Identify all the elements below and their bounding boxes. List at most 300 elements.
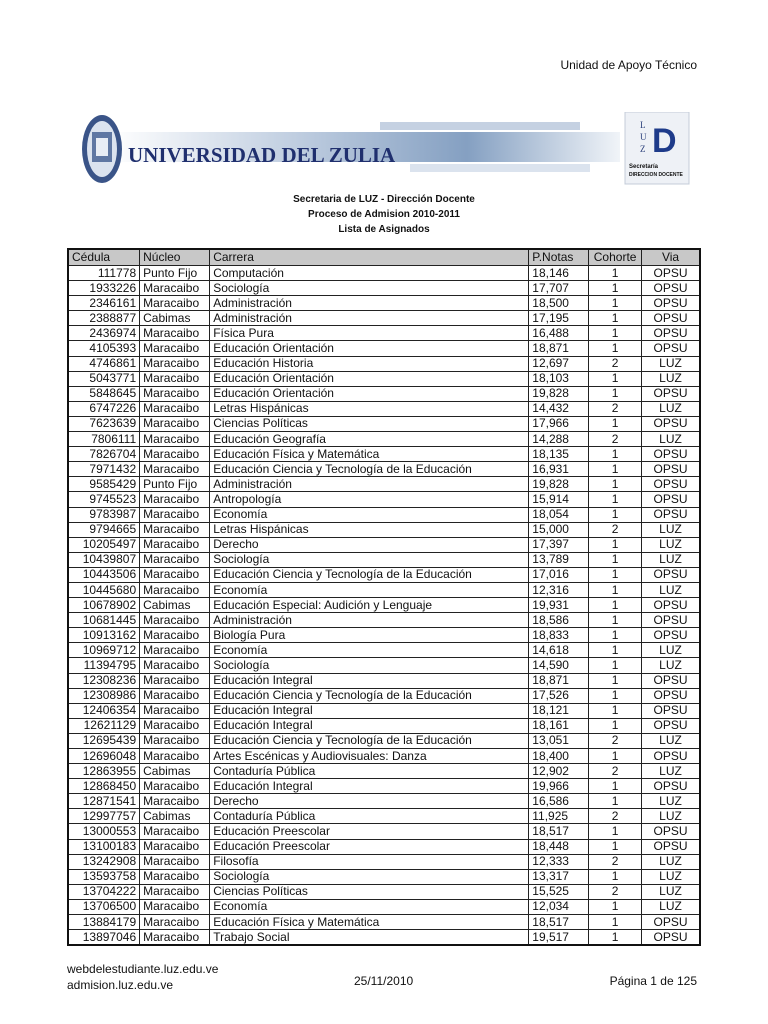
table-row <box>68 598 700 613</box>
cell-carrera: Educación Ciencia y Tecnología de la Educación <box>210 462 529 477</box>
svg-text:Secretaría: Secretaría <box>629 164 659 170</box>
cell-carrera: Sociología <box>210 658 529 673</box>
cell-pnotas: 19,828 <box>529 386 589 401</box>
cell-cohorte: 1 <box>589 899 642 914</box>
table-row <box>68 582 700 597</box>
direccion-docente-logo <box>625 112 689 184</box>
cell-carrera: Educación Integral <box>210 779 529 794</box>
cell-carrera: Sociología <box>210 552 529 567</box>
cell-nucleo: Maracaibo <box>140 462 210 477</box>
cell-pnotas: 18,103 <box>529 371 589 386</box>
cell-carrera: Antropología <box>210 492 529 507</box>
cell-nucleo: Maracaibo <box>140 281 210 296</box>
cell-carrera: Artes Escénicas y Audiovisuales: Danza <box>210 749 529 764</box>
table-row <box>68 386 700 401</box>
cell-cohorte: 1 <box>589 386 642 401</box>
cell-carrera: Educación Integral <box>210 673 529 688</box>
cell-nucleo: Cabimas <box>140 311 210 326</box>
cell-carrera: Contaduría Pública <box>210 764 529 779</box>
cell-carrera: Educación Orientación <box>210 341 529 356</box>
cell-cedula: 5043771 <box>68 371 140 386</box>
cell-via: LUZ <box>642 794 700 809</box>
cell-via: OPSU <box>642 341 700 356</box>
cell-nucleo: Maracaibo <box>140 628 210 643</box>
svg-text:DIRECCION DOCENTE: DIRECCION DOCENTE <box>629 172 683 178</box>
cell-pnotas: 15,000 <box>529 522 589 537</box>
cell-cedula: 10445680 <box>68 582 140 597</box>
cell-carrera: Educación Especial: Audición y Lenguaje <box>210 598 529 613</box>
cell-via: OPSU <box>642 326 700 341</box>
footer-site-1: webdelestudiante.luz.edu.ve <box>67 962 219 976</box>
cell-carrera: Educación Física y Matemática <box>210 915 529 930</box>
cell-cedula: 6747226 <box>68 401 140 416</box>
cell-pnotas: 14,432 <box>529 401 589 416</box>
table-row <box>68 613 700 628</box>
cell-carrera: Administración <box>210 311 529 326</box>
cell-carrera: Economía <box>210 582 529 597</box>
cell-carrera: Física Pura <box>210 326 529 341</box>
cell-cohorte: 1 <box>589 567 642 582</box>
cell-nucleo: Cabimas <box>140 764 210 779</box>
cell-via: LUZ <box>642 552 700 567</box>
cell-via: OPSU <box>642 598 700 613</box>
cell-cohorte: 2 <box>589 733 642 748</box>
cell-carrera: Educación Integral <box>210 718 529 733</box>
cell-via: LUZ <box>642 371 700 386</box>
cell-cedula: 12308236 <box>68 673 140 688</box>
cell-carrera: Educación Preescolar <box>210 839 529 854</box>
cell-cedula: 7971432 <box>68 462 140 477</box>
cell-cedula: 13706500 <box>68 899 140 914</box>
cell-pnotas: 18,500 <box>529 296 589 311</box>
cell-carrera: Filosofía <box>210 854 529 869</box>
cell-via: OPSU <box>642 718 700 733</box>
cell-nucleo: Maracaibo <box>140 779 210 794</box>
cell-nucleo: Maracaibo <box>140 854 210 869</box>
cell-via: OPSU <box>642 281 700 296</box>
cell-nucleo: Maracaibo <box>140 839 210 854</box>
cell-nucleo: Maracaibo <box>140 733 210 748</box>
table-row <box>68 296 700 311</box>
col-carrera: Carrera <box>210 249 529 266</box>
cell-pnotas: 15,525 <box>529 884 589 899</box>
cell-cohorte: 1 <box>589 839 642 854</box>
cell-cedula: 4746861 <box>68 356 140 371</box>
col-cedula: Cédula <box>68 249 140 266</box>
cell-cedula: 7623639 <box>68 416 140 431</box>
cell-cedula: 9794665 <box>68 522 140 537</box>
cell-cohorte: 1 <box>589 869 642 884</box>
asignados-table <box>67 248 701 946</box>
cell-cohorte: 1 <box>589 673 642 688</box>
cell-carrera: Economía <box>210 507 529 522</box>
cell-carrera: Educación Ciencia y Tecnología de la Educación <box>210 688 529 703</box>
cell-pnotas: 19,966 <box>529 779 589 794</box>
cell-cohorte: 1 <box>589 613 642 628</box>
table-row <box>68 824 700 839</box>
cell-carrera: Administración <box>210 477 529 492</box>
cell-nucleo: Maracaibo <box>140 899 210 914</box>
cell-cohorte: 1 <box>589 718 642 733</box>
cell-via: OPSU <box>642 824 700 839</box>
cell-via: OPSU <box>642 386 700 401</box>
cell-via: OPSU <box>642 296 700 311</box>
cell-via: OPSU <box>642 507 700 522</box>
table-row <box>68 401 700 416</box>
cell-nucleo: Maracaibo <box>140 658 210 673</box>
table-row <box>68 567 700 582</box>
cell-cedula: 12863955 <box>68 764 140 779</box>
cell-pnotas: 18,161 <box>529 718 589 733</box>
cell-via: OPSU <box>642 416 700 431</box>
cell-cohorte: 2 <box>589 884 642 899</box>
table-row <box>68 673 700 688</box>
cell-carrera: Computación <box>210 266 529 281</box>
cell-cedula: 9585429 <box>68 477 140 492</box>
cell-carrera: Administración <box>210 613 529 628</box>
table-row <box>68 869 700 884</box>
cell-nucleo: Maracaibo <box>140 749 210 764</box>
cell-pnotas: 12,697 <box>529 356 589 371</box>
col-via: Via <box>642 249 700 266</box>
cell-via: OPSU <box>642 673 700 688</box>
cell-carrera: Contaduría Pública <box>210 809 529 824</box>
cell-cedula: 10443506 <box>68 567 140 582</box>
cell-nucleo: Maracaibo <box>140 673 210 688</box>
cell-cohorte: 1 <box>589 492 642 507</box>
cell-cedula: 11394795 <box>68 658 140 673</box>
table-row <box>68 432 700 447</box>
cell-via: OPSU <box>642 266 700 281</box>
cell-via: OPSU <box>642 839 700 854</box>
table-row <box>68 930 700 946</box>
cell-carrera: Sociología <box>210 281 529 296</box>
cell-pnotas: 18,121 <box>529 703 589 718</box>
cell-nucleo: Maracaibo <box>140 416 210 431</box>
cell-cedula: 12868450 <box>68 779 140 794</box>
cell-nucleo: Maracaibo <box>140 643 210 658</box>
cell-cedula: 1933226 <box>68 281 140 296</box>
footer-page-number: Página 1 de 125 <box>609 974 697 988</box>
cell-cedula: 10205497 <box>68 537 140 552</box>
cell-via: LUZ <box>642 809 700 824</box>
table-row <box>68 537 700 552</box>
cell-nucleo: Maracaibo <box>140 824 210 839</box>
cell-cohorte: 2 <box>589 432 642 447</box>
cell-via: LUZ <box>642 733 700 748</box>
cell-nucleo: Maracaibo <box>140 371 210 386</box>
cell-cedula: 13593758 <box>68 869 140 884</box>
cell-carrera: Letras Hispánicas <box>210 522 529 537</box>
university-name: UNIVERSIDAD DEL ZULIA <box>128 143 396 167</box>
cell-cedula: 2346161 <box>68 296 140 311</box>
cell-cohorte: 2 <box>589 854 642 869</box>
cell-carrera: Letras Hispánicas <box>210 401 529 416</box>
cell-nucleo: Cabimas <box>140 598 210 613</box>
cell-pnotas: 18,135 <box>529 447 589 462</box>
cell-carrera: Educación Ciencia y Tecnología de la Educación <box>210 567 529 582</box>
cell-cedula: 111778 <box>68 266 140 281</box>
cell-pnotas: 16,931 <box>529 462 589 477</box>
cell-nucleo: Maracaibo <box>140 537 210 552</box>
cell-pnotas: 17,195 <box>529 311 589 326</box>
cell-cedula: 13242908 <box>68 854 140 869</box>
svg-text:L: L <box>640 120 646 130</box>
cell-cohorte: 2 <box>589 764 642 779</box>
cell-via: OPSU <box>642 613 700 628</box>
cell-pnotas: 11,925 <box>529 809 589 824</box>
cell-cedula: 13897046 <box>68 930 140 946</box>
cell-cohorte: 2 <box>589 809 642 824</box>
cell-pnotas: 14,590 <box>529 658 589 673</box>
table-row <box>68 311 700 326</box>
title-line-2: Proceso de Admision 2010-2011 <box>308 209 460 220</box>
cell-cedula: 12406354 <box>68 703 140 718</box>
cell-nucleo: Maracaibo <box>140 884 210 899</box>
table-row <box>68 658 700 673</box>
cell-pnotas: 18,054 <box>529 507 589 522</box>
cell-cedula: 9783987 <box>68 507 140 522</box>
table-row <box>68 899 700 914</box>
table-row <box>68 492 700 507</box>
cell-cedula: 2436974 <box>68 326 140 341</box>
cell-cohorte: 1 <box>589 688 642 703</box>
cell-cohorte: 1 <box>589 794 642 809</box>
cell-pnotas: 18,448 <box>529 839 589 854</box>
cell-carrera: Educación Orientación <box>210 386 529 401</box>
cell-nucleo: Maracaibo <box>140 386 210 401</box>
table-row <box>68 688 700 703</box>
table-row <box>68 462 700 477</box>
cell-cohorte: 1 <box>589 462 642 477</box>
cell-cohorte: 1 <box>589 296 642 311</box>
cell-via: LUZ <box>642 764 700 779</box>
cell-via: OPSU <box>642 779 700 794</box>
table-row <box>68 733 700 748</box>
cell-cedula: 10913162 <box>68 628 140 643</box>
cell-carrera: Educación Preescolar <box>210 824 529 839</box>
cell-via: LUZ <box>642 432 700 447</box>
cell-cedula: 4105393 <box>68 341 140 356</box>
cell-via: LUZ <box>642 582 700 597</box>
table-row <box>68 809 700 824</box>
cell-nucleo: Maracaibo <box>140 296 210 311</box>
cell-pnotas: 18,871 <box>529 673 589 688</box>
title-line-1: Secretaria de LUZ - Dirección Docente <box>293 194 475 205</box>
cell-via: OPSU <box>642 447 700 462</box>
cell-pnotas: 12,902 <box>529 764 589 779</box>
cell-carrera: Economía <box>210 643 529 658</box>
cell-via: OPSU <box>642 492 700 507</box>
cell-cohorte: 1 <box>589 598 642 613</box>
cell-cedula: 13704222 <box>68 884 140 899</box>
footer-site-2: admision.luz.edu.ve <box>67 978 174 992</box>
cell-pnotas: 12,034 <box>529 899 589 914</box>
cell-carrera: Educación Geografía <box>210 432 529 447</box>
cell-cohorte: 1 <box>589 915 642 930</box>
cell-via: LUZ <box>642 522 700 537</box>
cell-cedula: 12696048 <box>68 749 140 764</box>
cell-cohorte: 1 <box>589 447 642 462</box>
svg-text:Z: Z <box>640 144 646 154</box>
header-unit-name: Unidad de Apoyo Técnico <box>560 58 697 72</box>
cell-cedula: 5848645 <box>68 386 140 401</box>
cell-carrera: Ciencias Políticas <box>210 884 529 899</box>
cell-pnotas: 12,333 <box>529 854 589 869</box>
table-row <box>68 266 700 281</box>
table-header-row <box>68 249 700 266</box>
cell-pnotas: 19,931 <box>529 598 589 613</box>
cell-carrera: Educación Física y Matemática <box>210 447 529 462</box>
cell-cedula: 10678902 <box>68 598 140 613</box>
cell-cedula: 10969712 <box>68 643 140 658</box>
cell-cohorte: 1 <box>589 643 642 658</box>
cell-nucleo: Maracaibo <box>140 522 210 537</box>
cell-carrera: Administración <box>210 296 529 311</box>
cell-cedula: 7806111 <box>68 432 140 447</box>
svg-text:D: D <box>652 122 677 160</box>
cell-pnotas: 17,966 <box>529 416 589 431</box>
cell-carrera: Educación Ciencia y Tecnología de la Educación <box>210 733 529 748</box>
table-row <box>68 915 700 930</box>
cell-cohorte: 1 <box>589 582 642 597</box>
cell-nucleo: Maracaibo <box>140 613 210 628</box>
table-row <box>68 794 700 809</box>
cell-cohorte: 1 <box>589 628 642 643</box>
cell-pnotas: 13,051 <box>529 733 589 748</box>
cell-nucleo: Punto Fijo <box>140 266 210 281</box>
cell-cohorte: 1 <box>589 824 642 839</box>
cell-pnotas: 19,828 <box>529 477 589 492</box>
table-row <box>68 281 700 296</box>
table-row <box>68 839 700 854</box>
cell-carrera: Sociología <box>210 869 529 884</box>
cell-pnotas: 18,586 <box>529 613 589 628</box>
cell-cohorte: 1 <box>589 779 642 794</box>
cell-pnotas: 17,707 <box>529 281 589 296</box>
cell-cohorte: 1 <box>589 281 642 296</box>
cell-nucleo: Maracaibo <box>140 356 210 371</box>
cell-cohorte: 1 <box>589 311 642 326</box>
cell-cohorte: 1 <box>589 658 642 673</box>
cell-pnotas: 18,517 <box>529 824 589 839</box>
cell-pnotas: 13,789 <box>529 552 589 567</box>
cell-pnotas: 18,146 <box>529 266 589 281</box>
cell-via: LUZ <box>642 401 700 416</box>
cell-nucleo: Maracaibo <box>140 567 210 582</box>
table-row <box>68 416 700 431</box>
cell-carrera: Educación Orientación <box>210 371 529 386</box>
cell-pnotas: 18,517 <box>529 915 589 930</box>
cell-nucleo: Maracaibo <box>140 326 210 341</box>
cell-pnotas: 17,016 <box>529 567 589 582</box>
cell-via: OPSU <box>642 477 700 492</box>
cell-carrera: Biología Pura <box>210 628 529 643</box>
col-cohorte: Cohorte <box>589 249 642 266</box>
col-nucleo: Núcleo <box>140 249 210 266</box>
cell-nucleo: Maracaibo <box>140 794 210 809</box>
cell-pnotas: 17,526 <box>529 688 589 703</box>
cell-cohorte: 1 <box>589 537 642 552</box>
cell-pnotas: 12,316 <box>529 582 589 597</box>
table-row <box>68 552 700 567</box>
cell-cohorte: 1 <box>589 477 642 492</box>
cell-carrera: Derecho <box>210 537 529 552</box>
table-row <box>68 477 700 492</box>
cell-pnotas: 14,618 <box>529 643 589 658</box>
cell-pnotas: 17,397 <box>529 537 589 552</box>
cell-nucleo: Maracaibo <box>140 447 210 462</box>
cell-cedula: 12997757 <box>68 809 140 824</box>
table-row <box>68 703 700 718</box>
cell-via: LUZ <box>642 356 700 371</box>
cell-pnotas: 14,288 <box>529 432 589 447</box>
cell-cohorte: 2 <box>589 356 642 371</box>
cell-cedula: 7826704 <box>68 447 140 462</box>
table-row <box>68 326 700 341</box>
cell-via: OPSU <box>642 703 700 718</box>
table-row <box>68 341 700 356</box>
cell-via: OPSU <box>642 930 700 946</box>
table-row <box>68 371 700 386</box>
cell-pnotas: 15,914 <box>529 492 589 507</box>
cell-nucleo: Maracaibo <box>140 552 210 567</box>
cell-via: OPSU <box>642 688 700 703</box>
table-row <box>68 643 700 658</box>
cell-nucleo: Punto Fijo <box>140 477 210 492</box>
cell-carrera: Ciencias Políticas <box>210 416 529 431</box>
cell-via: OPSU <box>642 749 700 764</box>
cell-nucleo: Cabimas <box>140 809 210 824</box>
cell-cohorte: 1 <box>589 266 642 281</box>
cell-via: LUZ <box>642 658 700 673</box>
footer-sites <box>67 961 218 993</box>
table-row <box>68 522 700 537</box>
cell-carrera: Educación Integral <box>210 703 529 718</box>
cell-nucleo: Maracaibo <box>140 341 210 356</box>
cell-via: LUZ <box>642 869 700 884</box>
cell-cedula: 12695439 <box>68 733 140 748</box>
cell-cohorte: 2 <box>589 401 642 416</box>
cell-via: LUZ <box>642 899 700 914</box>
cell-pnotas: 19,517 <box>529 930 589 946</box>
cell-nucleo: Maracaibo <box>140 492 210 507</box>
university-seal-icon <box>82 115 122 183</box>
cell-via: LUZ <box>642 537 700 552</box>
cell-carrera: Economía <box>210 899 529 914</box>
cell-cedula: 13100183 <box>68 839 140 854</box>
cell-cedula: 12308986 <box>68 688 140 703</box>
table-row <box>68 779 700 794</box>
table-row <box>68 884 700 899</box>
cell-cedula: 13000553 <box>68 824 140 839</box>
table-row <box>68 356 700 371</box>
university-banner <box>80 112 692 186</box>
table-row <box>68 854 700 869</box>
table-row <box>68 628 700 643</box>
cell-cedula: 10681445 <box>68 613 140 628</box>
cell-cedula: 12621129 <box>68 718 140 733</box>
cell-via: OPSU <box>642 915 700 930</box>
cell-pnotas: 18,400 <box>529 749 589 764</box>
cell-cohorte: 1 <box>589 930 642 946</box>
cell-cohorte: 1 <box>589 507 642 522</box>
cell-via: OPSU <box>642 567 700 582</box>
cell-via: LUZ <box>642 854 700 869</box>
table-row <box>68 718 700 733</box>
table-row <box>68 447 700 462</box>
cell-pnotas: 18,833 <box>529 628 589 643</box>
